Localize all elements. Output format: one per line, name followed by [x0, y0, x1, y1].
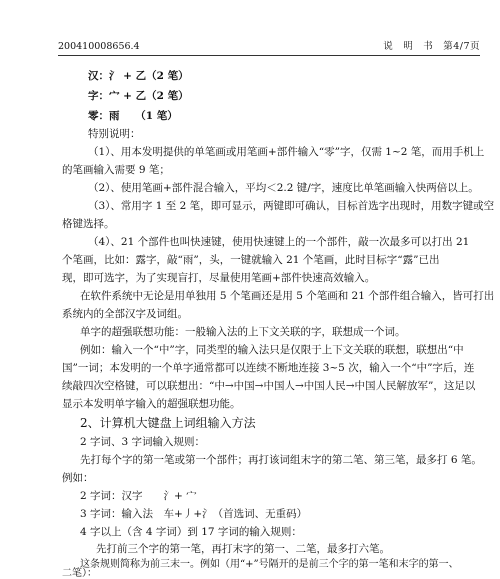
text-line: 2 字词：汉字 氵+ 宀 [80, 490, 197, 502]
text-line: 二笔）： [62, 568, 97, 579]
text-line: 特别说明： [88, 128, 141, 140]
text-line: （3）、常用字 1 至 2 笔，即可显示，两键即可确认，目标首选字出现时，用数字键或空 [88, 200, 495, 212]
text-line: 个笔画，比如：露字，敲“雨”，头，一键就输入 21 个笔画，此时目标字“露”已出 [62, 254, 440, 266]
text-line: 国”一词；本发明的一个单字通常都可以连续不断地连接 3~5 次，输入一个“中”字后，连 [62, 362, 475, 374]
text-line: 现，即可选字，为了实现盲打，尽量使用笔画+部件快速高效输入。 [62, 272, 376, 284]
text-line: 2 字词、3 字词输入规则： [80, 436, 206, 448]
section-heading: 2、计算机大键盘上词组输入方法 [80, 416, 256, 430]
page-header [58, 40, 480, 54]
text-line: 3 字词：输入法 车+丿+氵（首选词、无重码） [80, 508, 308, 520]
text-line: （2）、使用笔画+部件混合输入，平均＜2.2 键/字，速度比单笔画输入快两倍以上。 [88, 182, 479, 194]
header-rule [58, 55, 480, 56]
text-line: 先打前三个字的第一笔，再打末字的第一、二笔，最多打六笔。 [96, 543, 390, 555]
text-line: （1）、用本发明提供的单笔画或用笔画+部件输入“零”字，仅需 1~2 笔，而用手机上 [88, 146, 485, 158]
text-line: 例如：输入一个“中”字，同类型的输入法只是仅限于上下文关联的联想，联想出“中 [80, 344, 464, 356]
text-line: 的笔画输入需要 9 笔； [62, 164, 170, 176]
text-line: 例如： [62, 472, 94, 484]
text-line: 显示本发明单字输入的超强联想功能。 [62, 398, 241, 410]
text-line: 零：雨 （1 笔） [88, 110, 178, 122]
text-line: 格键选择。 [62, 218, 115, 230]
text-line: 汉：氵 + 乙（2 笔） [88, 70, 189, 82]
text-line: 这条规则简称为前三末一。例如（用“+”号隔开的是前三个字的第一笔和末字的第一、 [80, 559, 459, 570]
page-title-and-number: 说 明 书 第4/7页 [383, 41, 480, 52]
text-line: 续敲四次空格键，可以联想出：“中→中国→中国人→中国人民→中国人民解放军”，这足以 [62, 380, 476, 392]
text-line: 在软件系统中无论是用单独用 5 个笔画还是用 5 个笔画和 21 个部件组合输入，皆可打出 [80, 290, 495, 302]
text-line: 字：宀 + 乙（2 笔） [88, 90, 189, 102]
text-line: （4）、21 个部件也叫快速键，使用快速键上的一个部件，敲一次最多可以打出 21 [88, 236, 470, 248]
text-line: 4 字以上（含 4 字词）到 17 字词的输入规则： [80, 526, 302, 538]
text-line: 系统内的全部汉字及词组。 [62, 308, 188, 320]
text-line: 先打每个字的第一笔或第一个部件；再打该词组末字的第二笔、第三笔，最多打 6 笔。 [80, 454, 482, 466]
text-line: 单字的超强联想功能：一般输入法的上下文关联的字，联想成一个词。 [80, 326, 406, 338]
document-number: 200410008656.4 [58, 41, 140, 52]
